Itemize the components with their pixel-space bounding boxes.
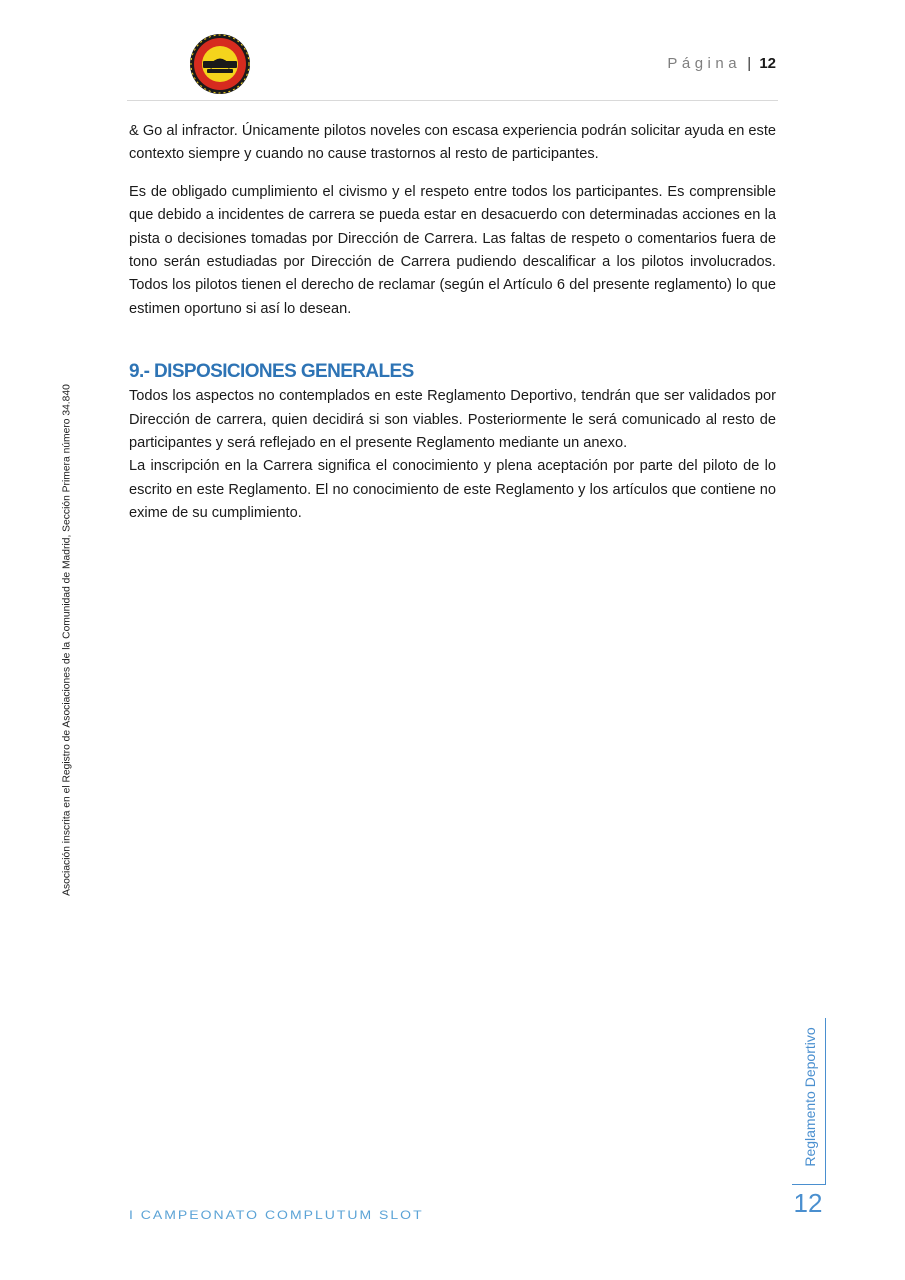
page-number: 12	[759, 55, 776, 72]
side-vertical-rule	[825, 1018, 826, 1184]
page-label: Página	[667, 55, 742, 72]
document-body	[129, 120, 776, 526]
side-document-title: Reglamento Deportivo	[802, 1027, 818, 1167]
body-paragraph: Es de obligado cumplimiento el civismo y el respeto entre todos los participantes. Es comprensible que debido a incidentes de carrera se pueda estar en desacuerdo con determinadas acciones en la pista o decisiones tomadas por Dirección de Carrera. Las faltas de respeto o comentarios fuera de tono serán estudiadas por Dirección de Carrera pudiendo descalificar a los pilotos involucrados. Todos los pilotos tienen el derecho de reclamar (según el Artículo 6 del presente reglamento) lo que estimen oportuno si así lo desean.	[129, 183, 776, 317]
section-paragraph: Todos los aspectos no contemplados en este Reglamento Deportivo, tendrán que ser validados por Dirección de carrera, quien decidirá si son viables. Posteriormente le será comunicado al resto de participantes y será reflejado en el presente Reglamento mediante un anexo.	[129, 388, 776, 452]
page-separator: |	[747, 55, 752, 72]
body-paragraph: & Go al infractor. Únicamente pilotos noveles con escasa experiencia podrán solicitar ayuda en este contexto siempre y cuando no cause trastornos al resto de participantes.	[129, 123, 776, 163]
page-header	[667, 55, 776, 72]
section-paragraph: La inscripción en la Carrera significa el conocimiento y plena aceptación por parte del piloto de lo escrito en este Reglamento. El no conocimiento de este Reglamento y los artículos que contiene no exime de su cumplimiento.	[129, 458, 776, 522]
section-heading: 9.- DISPOSICIONES GENERALES	[129, 361, 414, 383]
header-divider	[127, 100, 778, 101]
side-page-number: 12	[793, 1188, 823, 1218]
club-logo	[189, 33, 251, 95]
registry-note: Asociación inscrita en el Registro de Asociaciones de la Comunidad de Madrid, Sección Primera número 34.840	[61, 384, 73, 896]
club-logo-emblem-icon	[189, 33, 251, 95]
side-horizontal-rule	[792, 1184, 826, 1185]
footer-event-title: I CAMPEONATO COMPLUTUM SLOT	[129, 1208, 424, 1222]
